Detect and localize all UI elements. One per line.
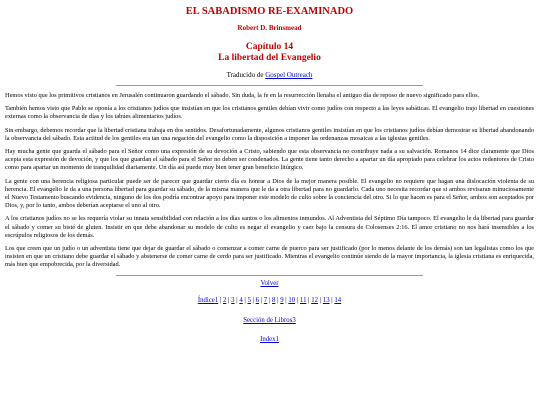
chapter-link[interactable]: 3 [231, 296, 235, 304]
top-divider [116, 85, 423, 86]
gospel-outreach-link[interactable]: Gospel Outreach [265, 71, 313, 79]
chapter-link[interactable]: 9 [280, 296, 284, 304]
author-name: Robert D. Brinsmead [237, 24, 302, 32]
books-section-link[interactable]: Sección de Libros3 [243, 316, 296, 324]
chapter-link[interactable]: 11 [299, 296, 307, 304]
chapter-index: Índice1 | 2 | 3 | 4 | 5 | 6 | 7 | 8 | 9 | 10 | 11 | 12 | 13 | 14 [197, 296, 342, 304]
paragraph: Los que creen que un judío o un adventista tiene que dejar de guardar el sábado o comenzar a comer carne de puerco para ser justificado (por lo menos delante de los demás) son tan legalistas como los que insisten en que un cristiano debe guardar el sábado y abstenerse de comer carne de cerdo para ser justificado. Mientras el evangelio continúe siendo de la mayor importancia, la iglesia cristiana es enriquecida, más bien que empobrecida, por la diversidad. [5, 245, 534, 269]
chapter-link[interactable]: 12 [311, 296, 319, 304]
chapter-link[interactable]: 13 [322, 296, 330, 304]
chapter-link[interactable]: 10 [288, 296, 296, 304]
article-body [5, 92, 534, 270]
paragraph: También hemos visto que Pablo se oponía a los cristianos judíos que insistían en que los cristianos gentiles debían vivir como judíos con respecto a las leyes sabáticas. El evangelio trajo libertad en cuestiones externas como la observancia de días y los tabúes alimentarios judíos. [5, 105, 534, 121]
index1-link[interactable]: Index1 [260, 335, 279, 343]
paragraph: La gente con una herencia religiosa particular puede ser de parecer que guardar cierto día es honrar a Dios de la mejor manera posible. El evangelio no requiere que hagan una dislocación violenta de su herencia. El evangelio le da a una persona libertad para guardar su sábado, de la misma manera que le da a otra libertad para no guardarlo. Cada uno necesita recordar que si ambos revisaran minuciosamente el Nuevo Testamento buscando evidencia, ninguno de los dos podría encontrar apoyo para imponer este modelo de culto sobre la conciencia del otro. Si lo que hacen es para el Señor, ambos son aceptados por Dios, y, por lo tanto, ambos deberían aceptarse el uno al otro. [5, 177, 534, 210]
document-title: EL SABADISMO RE-EXAMINADO [185, 6, 354, 17]
chapter-title: La libertad del Evangelio [218, 53, 321, 63]
page-navigation [5, 279, 534, 344]
index-link[interactable]: Índice [197, 296, 215, 304]
chapter-link[interactable]: 6 [255, 296, 260, 304]
translation-prefix: Traducido de [226, 71, 266, 79]
paragraph: Hemos visto que los primitivos cristianos en Jerusalén continuaron guardando el sábado. Sin duda, la fe en la resurrección llenaba el antiguo día de reposo de nuevo significado para ellos. [5, 92, 480, 99]
paragraph: Hay mucha gente que guarda el sábado para el Señor como una expresión de su devoción a Cristo, sabiendo que esta observancia no contribuye nada a su salvación. Romanos 14 dice claramente que Dios acepta esta expresión de devoción, y que los que guardan el sábado para el Señor no deben ser condenados. La gente tiene tanto derecho a apartar un día apropiado para celebrar los actos redentores de Cristo como para apartar un momento de tranquilidad diariamente. Un día así puede muy bien tener gran beneficio litúrgico. [5, 148, 534, 172]
chapter-link[interactable]: 14 [334, 296, 342, 304]
chapter-link[interactable]: 7 [263, 296, 268, 304]
chapter-link[interactable]: 8 [272, 296, 276, 304]
chapter-link[interactable]: 1 [214, 296, 219, 304]
translation-credit [5, 71, 534, 80]
chapter-link[interactable]: 5 [247, 296, 251, 304]
paragraph: A los cristianos judíos no se les requería violar su innata sensibilidad con relación a los días santos o los alimentos inmundos. Al Adventista del Séptimo Día tampoco. El evangelio le da libertad para guardar el sábado y comer su bisté de gluten. Insistir en que debe abandonar su modelo de culto es negar el evangelio y caer bajo la censura de Colosenses 2:16. El amor cristiano no nos hará insensibles a los escrúpulos religiosos de los demás. [5, 215, 534, 239]
paragraph: Sin embargo, debemos recordar que la libertad cristiana trabaja en dos sentidos. Desafortunadamente, algunos cristianos gentiles insistían en que los cristianos judíos debían demostrar su libertad abandonando la observancia del sábado. Esta actitud de los gentiles era tan una negación del evangelio como la disposición a imponer las ordenanzas mosaicas a las iglesias gentiles. [5, 126, 534, 142]
back-link[interactable]: Volver [260, 279, 279, 287]
chapter-link[interactable]: 4 [239, 296, 243, 304]
chapter-number: Capítulo 14 [245, 42, 294, 52]
chapter-link[interactable]: 2 [222, 296, 227, 304]
bottom-divider [116, 275, 423, 276]
document-header [5, 5, 534, 80]
